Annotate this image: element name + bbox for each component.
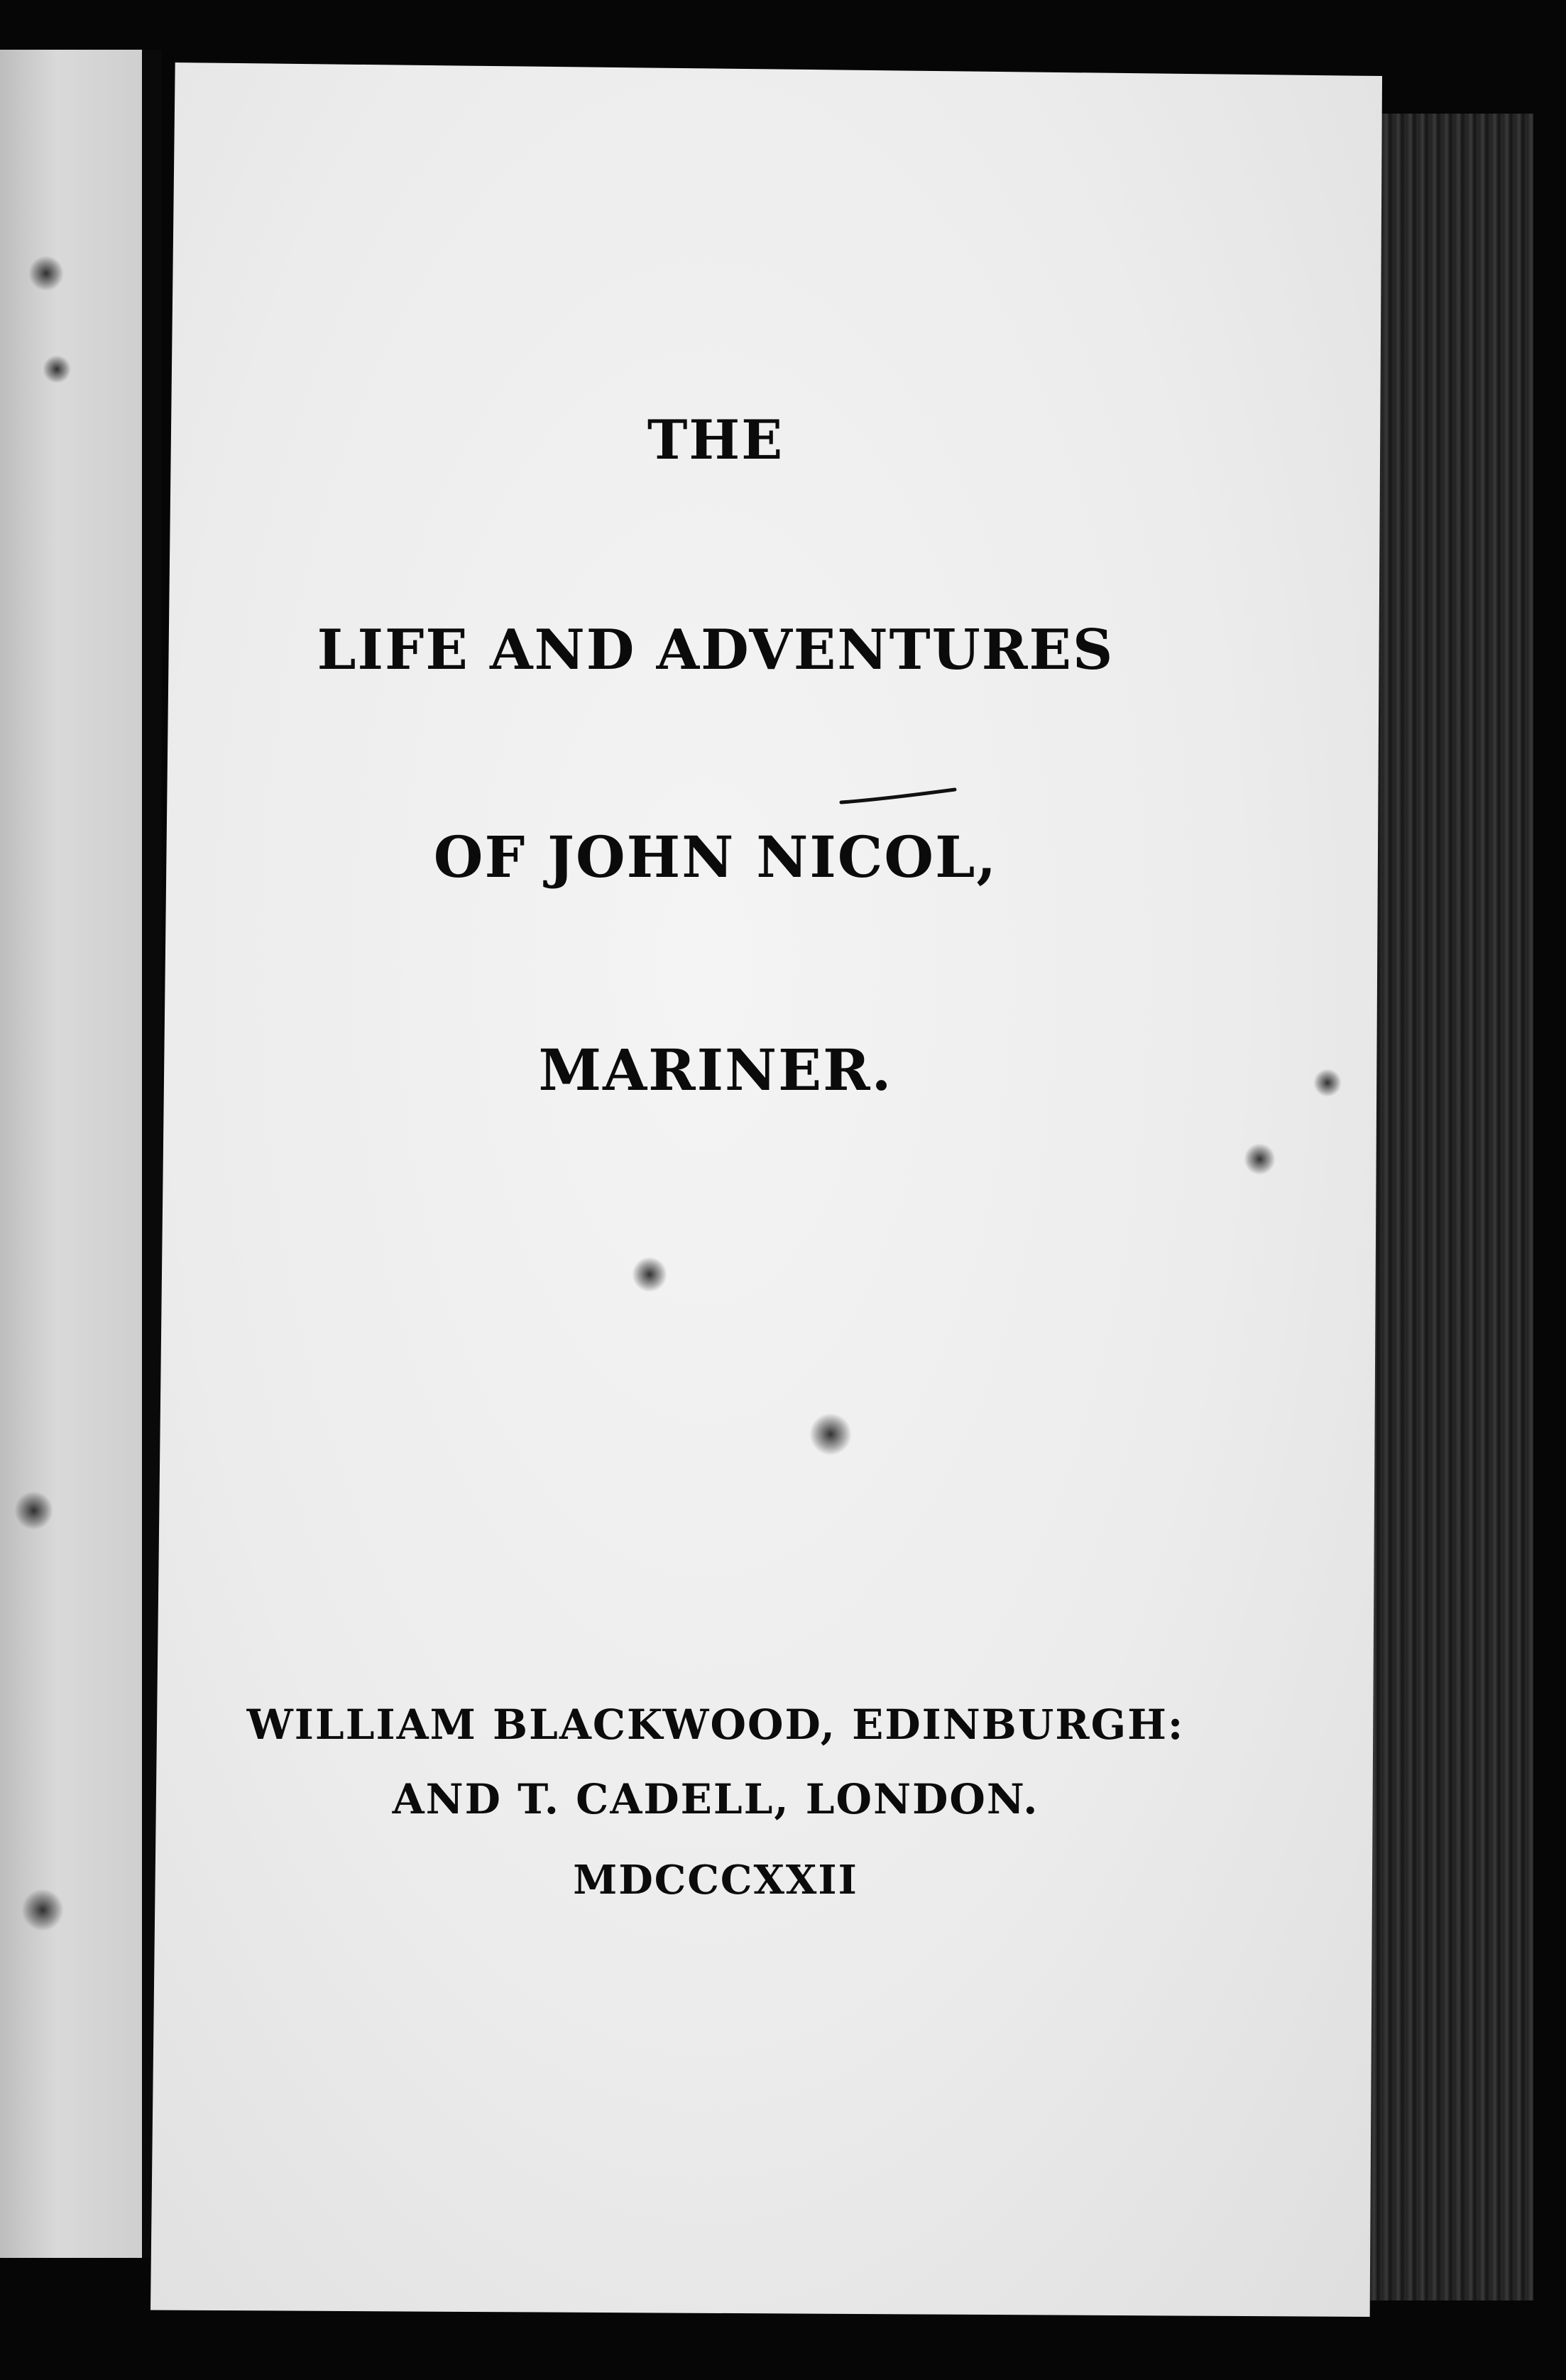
title-role: MARINER. [538, 1037, 893, 1103]
title-main: LIFE AND ADVENTURES [317, 618, 1115, 682]
pencil-mark [838, 787, 958, 808]
foxing-spot [1313, 1069, 1342, 1097]
publisher-line-2: AND T. CADELL, LONDON. [392, 1775, 1039, 1823]
foxing-spot [14, 1491, 53, 1530]
foxing-spot [809, 1413, 852, 1456]
foxing-spot [28, 256, 64, 291]
foxing-spot [1244, 1143, 1276, 1175]
title-word-the: THE [647, 408, 784, 471]
publication-date: MDCCCXXII [573, 1857, 858, 1904]
facing-page-fragment [0, 50, 142, 2258]
publisher-line-1: WILLIAM BLACKWOOD, EDINBURGH: [246, 1701, 1185, 1749]
foxing-spot [21, 1889, 64, 1931]
foxing-spot [43, 355, 71, 383]
title-page [150, 62, 1382, 2317]
title-subject: OF JOHN NICOL, [433, 824, 998, 890]
foxing-spot [632, 1257, 667, 1292]
book-edge [1370, 114, 1533, 2300]
